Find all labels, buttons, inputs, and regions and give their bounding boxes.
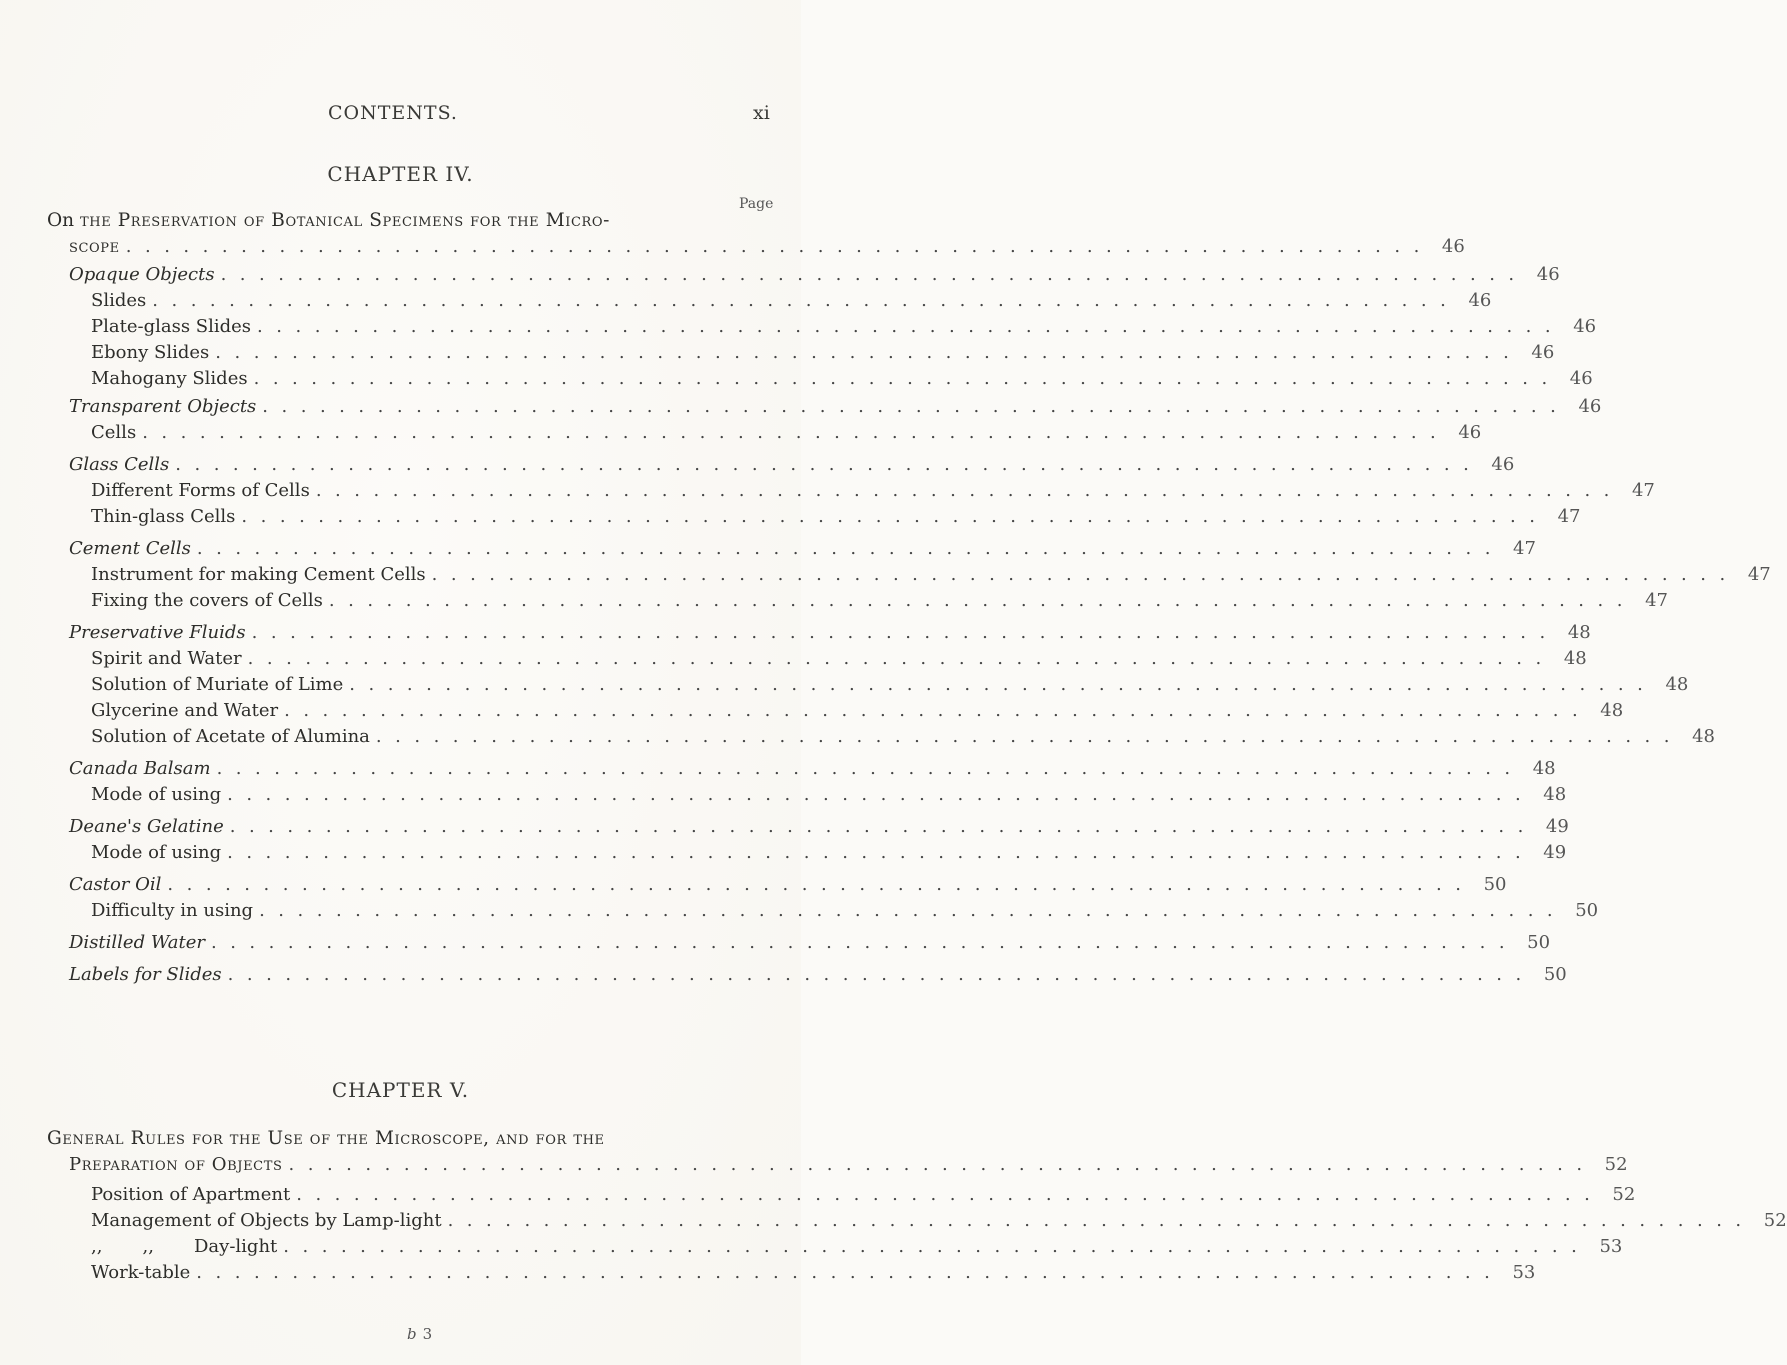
toc-entry: [91, 672, 1689, 698]
page-number: 50: [1543, 964, 1567, 985]
chapter-5-heading-line2-row: [69, 1152, 1628, 1178]
page-number: 46: [1573, 316, 1597, 337]
toc-entry: [91, 588, 1668, 614]
leader-dots: ....................................................................: [196, 1262, 1504, 1283]
leader-dots: ....................................................................: [247, 648, 1555, 669]
toc-entry: [91, 1260, 1536, 1286]
page-folio: xi: [753, 102, 770, 124]
leader-dots: ....................................................................: [216, 758, 1524, 779]
toc-entry-label: Ebony Slides: [91, 342, 210, 363]
toc-entry: [69, 756, 1556, 782]
leader-dots: ....................................................................: [283, 1236, 1591, 1257]
toc-entry: [91, 646, 1587, 672]
page-number: 49: [1545, 816, 1569, 837]
toc-entry-label: Cells: [91, 422, 137, 443]
toc-entry-label: Labels for Slides: [69, 964, 222, 985]
chapter-4-heading-on: On: [47, 210, 75, 231]
toc-entry: [69, 262, 1560, 288]
toc-entry-label: Preservative Fluids: [69, 622, 246, 643]
toc-entry-label: ,, ,, Day-light: [91, 1236, 278, 1257]
leader-dots: ....................................................................: [241, 506, 1549, 527]
toc-entry: [91, 366, 1593, 392]
toc-entry: [91, 840, 1567, 866]
chapter-4-heading: [47, 208, 757, 234]
toc-entry: [69, 962, 1567, 988]
leader-dots: ....................................................................: [229, 816, 1537, 837]
toc-entry: [91, 1182, 1636, 1208]
leader-dots: ....................................................................: [220, 264, 1528, 285]
page-number: 47: [1645, 590, 1668, 611]
leader-dots: ....................................................................: [152, 290, 1460, 311]
toc-entry: [91, 1234, 1623, 1260]
toc-entry: [91, 504, 1581, 530]
toc-entry-label: Position of Apartment: [91, 1184, 291, 1205]
page-number: 53: [1512, 1262, 1536, 1283]
toc-entry-label: Instrument for making Cement Cells: [91, 564, 426, 585]
page-number: 46: [1536, 264, 1560, 285]
toc-entry: [69, 394, 1602, 420]
running-head-title: CONTENTS.: [328, 102, 458, 124]
chapter-5-title: CHAPTER V.: [331, 1078, 470, 1102]
page-number: 46: [1441, 236, 1465, 257]
toc-entry-label: Distilled Water: [69, 932, 205, 953]
leader-dots: ....................................................................: [227, 784, 1535, 805]
toc-entry: [91, 1208, 1787, 1234]
page-number: 46: [1569, 368, 1593, 389]
toc-entry: [69, 536, 1536, 562]
leader-dots: ....................................................................: [142, 422, 1450, 443]
toc-entry: [91, 698, 1624, 724]
page-number: 47: [1747, 564, 1771, 585]
page-number: 46: [1578, 396, 1602, 417]
toc-entry-label: Mahogany Slides: [91, 368, 248, 389]
toc-entry: [91, 420, 1482, 446]
page-number: 52: [1604, 1154, 1628, 1175]
chapter-4-heading-line1: the Preservation of Botanical Specimens for the Micro-: [79, 210, 611, 231]
page-number: 48: [1567, 622, 1591, 643]
leader-dots: ....................................................................: [227, 964, 1535, 985]
leader-dots: ....................................................................: [253, 368, 1561, 389]
leader-dots: ....................................................................: [175, 454, 1483, 475]
page-number: 48: [1532, 758, 1556, 779]
signature-mark: [407, 1325, 432, 1343]
running-head: [0, 102, 801, 132]
chapter-4-title: CHAPTER IV.: [327, 162, 474, 186]
toc-entry: [69, 872, 1507, 898]
page-number: 47: [1631, 480, 1655, 501]
toc-entry-label: Transparent Objects: [69, 396, 257, 417]
leader-dots: ....................................................................: [296, 1184, 1604, 1205]
leader-dots: ....................................................................: [196, 538, 1504, 559]
page-number: 46: [1468, 290, 1492, 311]
toc-entry: [91, 288, 1492, 314]
toc-entry-label: Solution of Acetate of Alumina: [91, 726, 370, 747]
leader-dots: ....................................................................: [257, 316, 1565, 337]
toc-entry-label: Work-table: [91, 1262, 191, 1283]
toc-entry-label: Glycerine and Water: [91, 700, 279, 721]
leader-dots: ....................................................................: [167, 874, 1475, 895]
leader-dots: ....................................................................: [215, 342, 1523, 363]
signature-number: 3: [422, 1325, 433, 1343]
toc-entry-label: Cement Cells: [69, 538, 191, 559]
page-number: 53: [1599, 1236, 1623, 1257]
leader-dots: ....................................................................: [431, 564, 1739, 585]
toc-entry-label: Canada Balsam: [69, 758, 211, 779]
toc-entry: [91, 340, 1555, 366]
toc-entry-label: Different Forms of Cells: [91, 480, 310, 501]
page-number: 47: [1557, 506, 1581, 527]
toc-entry: [91, 898, 1599, 924]
toc-entry-label: Castor Oil: [69, 874, 162, 895]
toc-entry-label: Difficulty in using: [91, 900, 254, 921]
leader-dots: ....................................................................: [251, 622, 1559, 643]
toc-entry-label: Mode of using: [91, 784, 222, 805]
page-number: 48: [1692, 726, 1715, 747]
chapter-5-heading-line1: General Rules for the Use of the Microscope, and for the: [47, 1128, 605, 1149]
toc-entry-label: Plate-glass Slides: [91, 316, 252, 337]
toc-entry-label: Thin-glass Cells: [91, 506, 236, 527]
leader-dots: ....................................................................: [227, 842, 1535, 863]
leader-dots: ....................................................................: [284, 700, 1592, 721]
leader-dots: ....................................................................: [259, 900, 1567, 921]
toc-entry: [91, 782, 1567, 808]
toc-entry: [69, 452, 1515, 478]
toc-entry-label: Fixing the covers of Cells: [91, 590, 323, 611]
page-number: 46: [1491, 454, 1515, 475]
toc-entry-label: Solution of Muriate of Lime: [91, 674, 344, 695]
page-number: 49: [1543, 842, 1567, 863]
leader-dots: ....................................................................: [447, 1210, 1755, 1231]
toc-entry: [91, 314, 1597, 340]
page-number: 50: [1483, 874, 1507, 895]
chapter-5-heading-line2: Preparation of Objects: [69, 1154, 283, 1175]
toc-entry: [69, 930, 1551, 956]
page-number: 52: [1612, 1184, 1636, 1205]
toc-entry: [69, 814, 1569, 840]
page-number: 48: [1563, 648, 1587, 669]
page-number: 48: [1600, 700, 1624, 721]
page-number: 48: [1665, 674, 1689, 695]
toc-entry-label: Deane's Gelatine: [69, 816, 224, 837]
leader-dots: ....................................................................: [125, 236, 1433, 257]
page-column-label: Page: [739, 196, 774, 212]
chapter-4-heading-line2-row: [69, 234, 1465, 260]
toc-entry: [91, 724, 1715, 750]
leader-dots: ....................................................................: [315, 480, 1623, 501]
page-number: 48: [1543, 784, 1567, 805]
signature-letter: b: [407, 1325, 417, 1343]
page-number: 46: [1531, 342, 1555, 363]
toc-entry: [91, 478, 1655, 504]
leader-dots: ....................................................................: [210, 932, 1519, 953]
page-number: 52: [1763, 1210, 1787, 1231]
toc-entry-label: Mode of using: [91, 842, 222, 863]
toc-entry-label: Spirit and Water: [91, 648, 242, 669]
toc-entry-label: Opaque Objects: [69, 264, 215, 285]
chapter-5-heading: [47, 1126, 757, 1152]
leader-dots: ....................................................................: [262, 396, 1570, 417]
page-number: 50: [1527, 932, 1551, 953]
toc-entry-label: Management of Objects by Lamp-light: [91, 1210, 442, 1231]
chapter-4-heading-line2: scope: [69, 236, 120, 257]
leader-dots: ....................................................................: [328, 590, 1636, 611]
toc-entry-label: Slides: [91, 290, 147, 311]
leader-dots: ....................................................................: [288, 1154, 1596, 1175]
page-number: 47: [1513, 538, 1536, 559]
leader-dots: ....................................................................: [375, 726, 1683, 747]
toc-entry: [69, 620, 1591, 646]
page-number: 46: [1458, 422, 1482, 443]
toc-entry: [91, 562, 1771, 588]
toc-entry-label: Glass Cells: [69, 454, 170, 475]
page-number: 50: [1575, 900, 1599, 921]
leader-dots: ....................................................................: [349, 674, 1657, 695]
